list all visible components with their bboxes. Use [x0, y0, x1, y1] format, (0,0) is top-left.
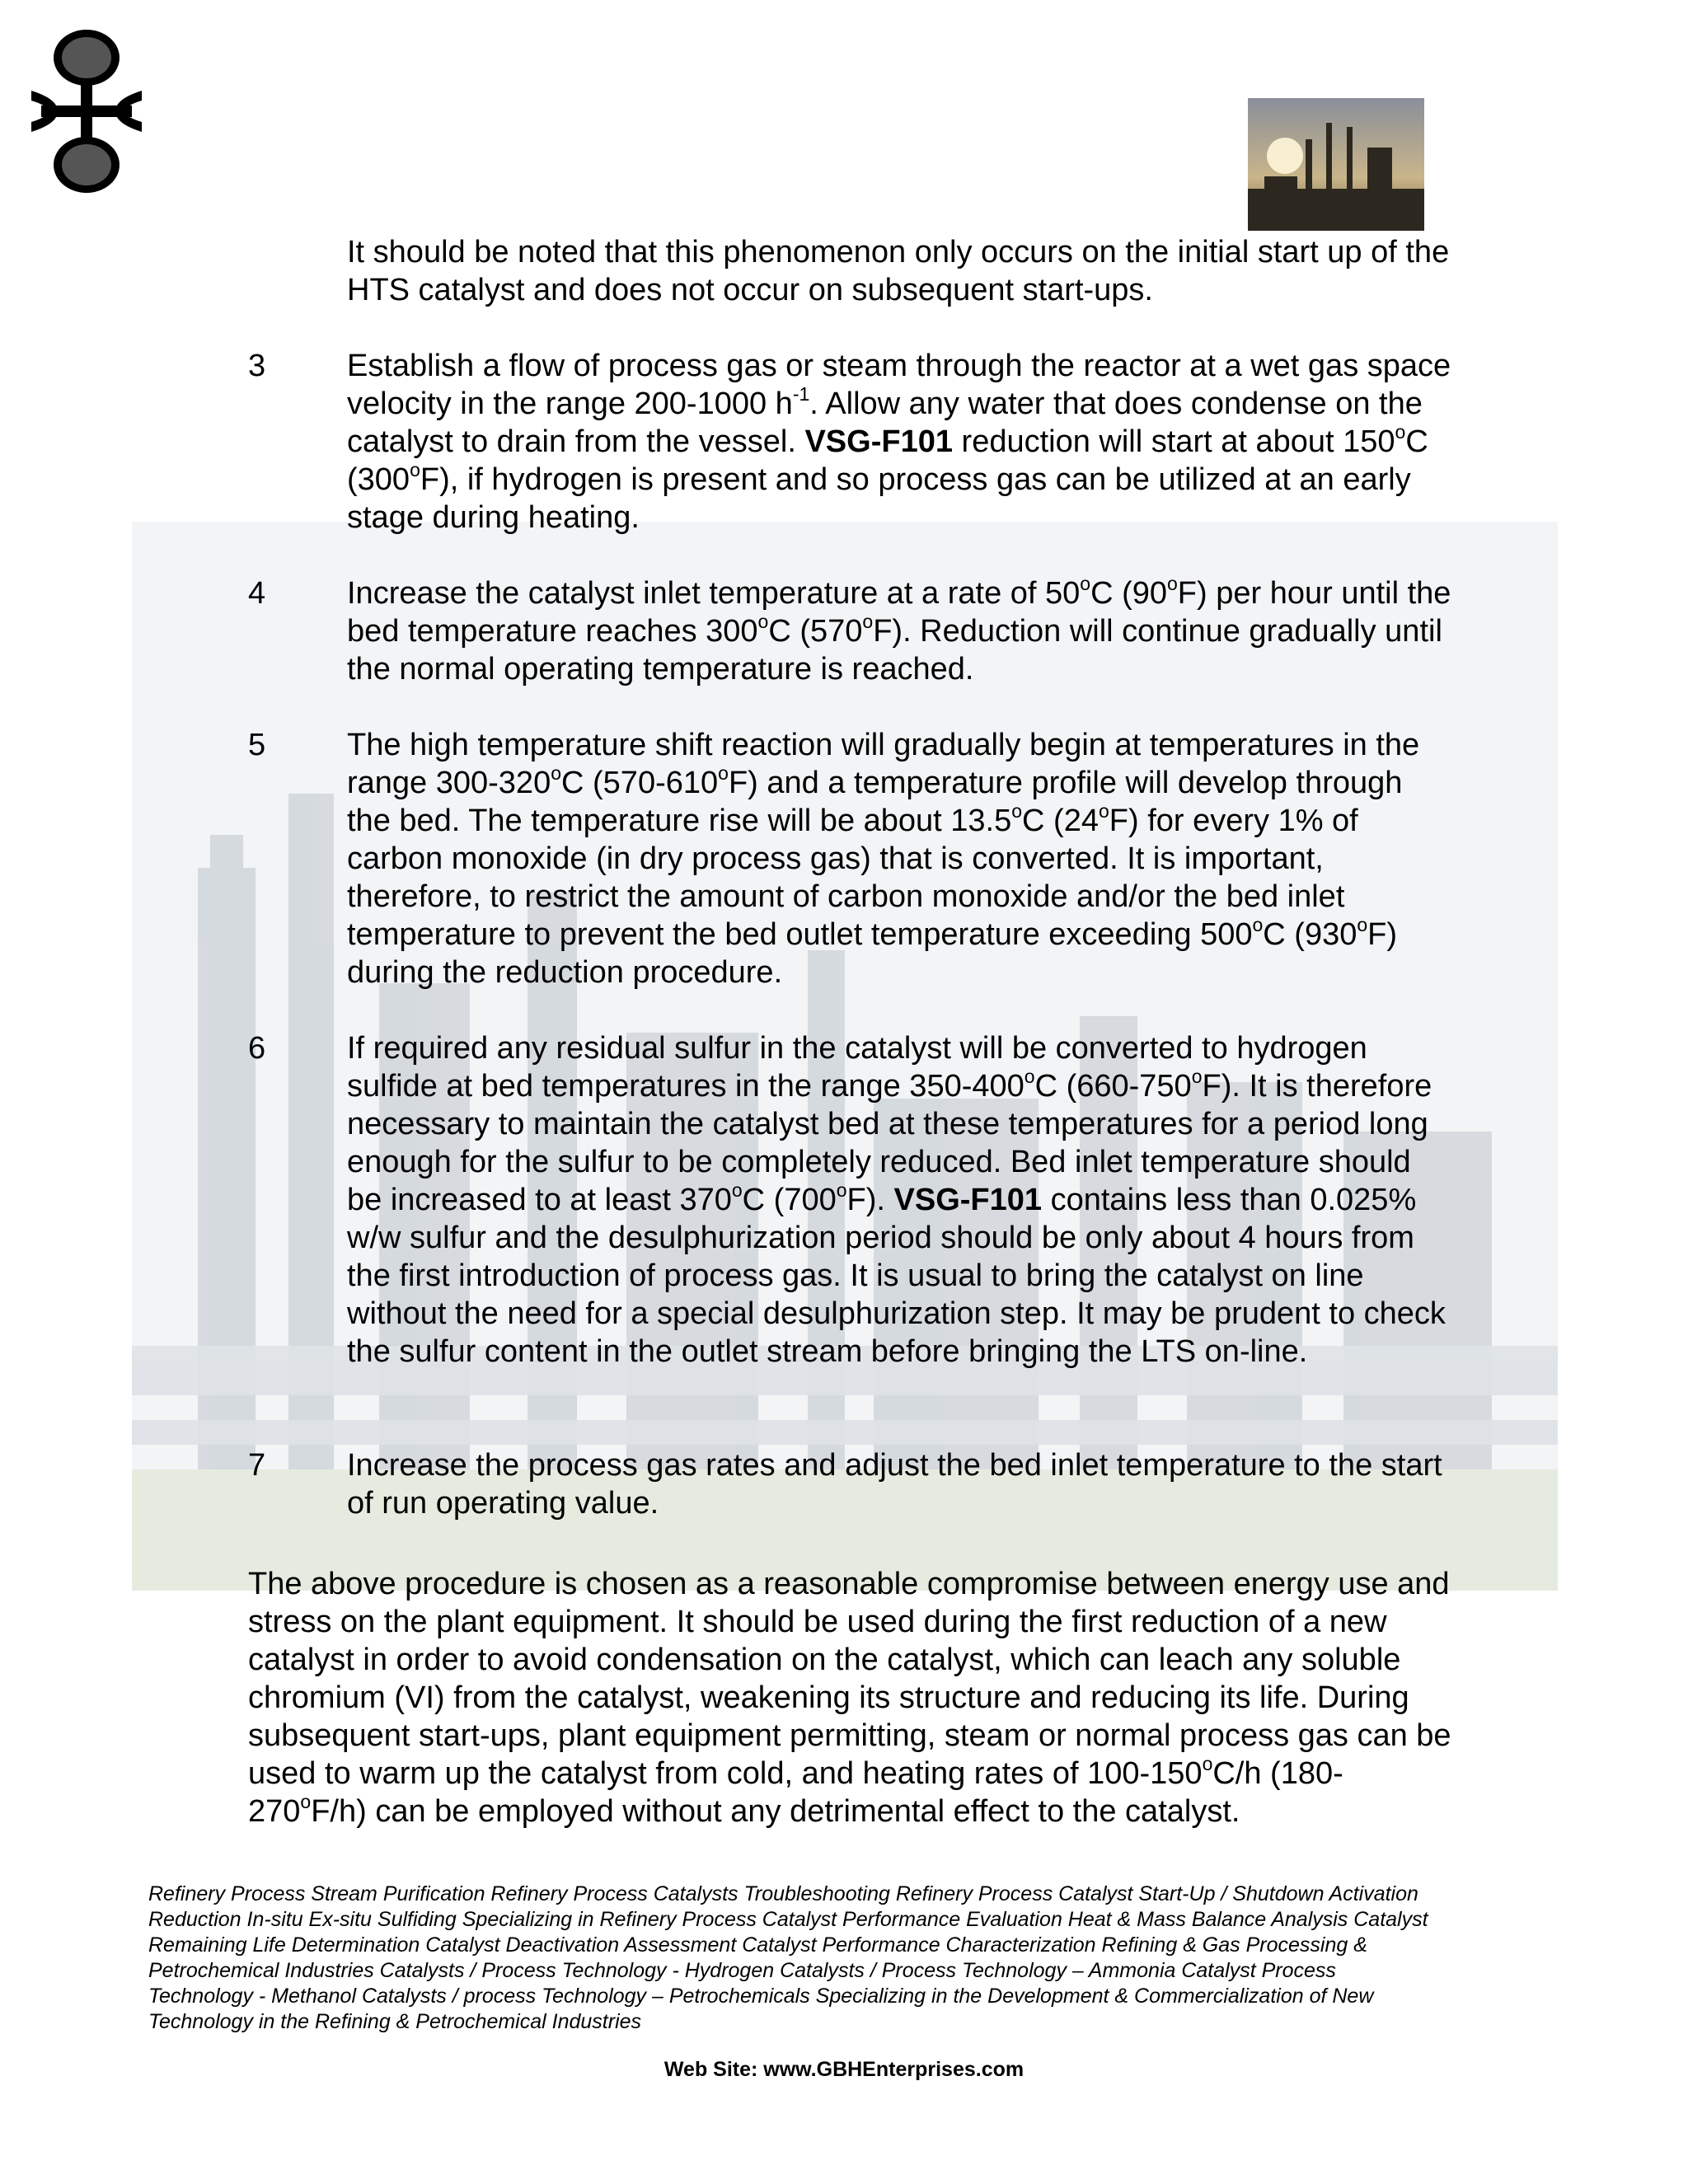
step-text-segment: Establish a flow of process gas or steam through the reactor at a wet gas space velocity in the range 200-1000 h: [347, 349, 1451, 421]
closing-text-segment: F/h) can be employed without any detrimental effect to the catalyst.: [311, 1794, 1240, 1829]
step-text-segment: reduction will start at about 150: [952, 424, 1395, 459]
refinery-sunset-photo: [1248, 98, 1424, 231]
product-name: VSG-F101: [893, 1183, 1043, 1217]
step-text-segment: Increase the catalyst inlet temperature at a rate of 50: [347, 576, 1081, 611]
step-text-segment: F).: [846, 1183, 894, 1217]
step-text-segment: C (700: [742, 1183, 837, 1217]
step-number: 4: [248, 576, 266, 611]
product-name: VSG-F101: [804, 424, 953, 459]
degree-superscript: o: [1024, 1066, 1035, 1088]
step-text-segment: F). It is therefore necessary to maintain the catalyst bed at these temperatures for a period long enough for the sulfur to be completely reduced. Bed inlet temperature should be increased to at least 370: [347, 1069, 1432, 1217]
degree-superscript: o: [410, 459, 420, 481]
degree-superscript: o: [862, 611, 874, 633]
degree-superscript: o: [1191, 1066, 1203, 1088]
step-text-segment: C (570-610: [561, 766, 719, 800]
degree-superscript: o: [1011, 800, 1023, 823]
degree-superscript: o: [1098, 800, 1109, 823]
step-text-segment: . Allow any water that does condense on the catalyst to drain from the vessel.: [347, 387, 1423, 459]
degree-superscript: o: [300, 1791, 312, 1813]
company-logo: [25, 25, 148, 198]
degree-superscript: o: [1357, 914, 1368, 936]
degree-superscript: o: [718, 762, 729, 785]
step-text-segment: C (90: [1090, 576, 1167, 611]
step-number: 7: [248, 1448, 266, 1483]
step-5-text: [347, 726, 1451, 991]
step-text-segment: C (24: [1022, 804, 1099, 838]
step-text-segment: The high temperature shift reaction will gradually begin at temperatures in the range 300-320: [347, 728, 1420, 800]
closing-paragraph: [248, 1565, 1451, 1830]
step-text-segment: C (300: [347, 424, 1428, 497]
closing-text-segment: C/h (180-270: [248, 1756, 1343, 1829]
step-text-segment: Increase the process gas rates and adjust the bed inlet temperature to the start of run operating value.: [347, 1448, 1442, 1521]
step-text-segment: C (660-750: [1034, 1069, 1192, 1104]
step-text-segment: If required any residual sulfur in the catalyst will be converted to hydrogen sulfide at bed temperatures in the range 350-400: [347, 1031, 1367, 1104]
superscript: -1: [792, 383, 810, 405]
footer-services-blurb: Refinery Process Stream Purification Refinery Process Catalysts Troubleshooting Refinery Process Catalyst Start-Up / Shutdown Activation Reduction In-situ Ex-situ Sulfiding Specializing in Refinery Process Catalyst Performance Evaluation Heat & Mass Balance Analysis Catalyst Remaining Life Determination Catalyst Deactivation Assessment Catalyst Performance Characterization Refining & Gas Processing & Petrochemical Industries Catalysts / Process Technology - Hydrogen Catalysts / Process Technology – Ammonia Catalyst Process Technology - Methanol Catalysts / process Technology – Petrochemicals Specializing in the Development & Commercialization of New Technology in the Refining & Petrochemical Industries: [148, 1882, 1428, 2033]
degree-superscript: o: [1080, 573, 1091, 595]
step-text-segment: F). Reduction will continue gradually until the normal operating temperature is reached.: [347, 614, 1442, 687]
degree-superscript: o: [1252, 914, 1264, 936]
step-3-text: [347, 347, 1451, 537]
degree-superscript: o: [1395, 421, 1406, 443]
degree-superscript: o: [551, 762, 562, 785]
step-text-segment: F) and a temperature profile will develop through the bed. The temperature rise will be about 13.5: [347, 766, 1403, 838]
step-number: 3: [248, 349, 266, 383]
step-number: 6: [248, 1031, 266, 1066]
step-number: 5: [248, 728, 266, 762]
step-text-segment: C (570: [768, 614, 863, 649]
degree-superscript: o: [836, 1179, 847, 1202]
degree-superscript: o: [731, 1179, 743, 1202]
website-link[interactable]: Web Site: www.GBHEnterprises.com: [663, 2058, 1025, 2081]
step-4-text: [347, 574, 1451, 688]
step-6-text: [347, 1029, 1451, 1371]
intro-text: It should be noted that this phenomenon only occurs on the initial start up of the HTS catalyst and does not occur on subsequent start-ups.: [347, 235, 1450, 307]
intro-paragraph: [347, 233, 1451, 309]
degree-superscript: o: [757, 611, 769, 633]
step-text-segment: contains less than 0.025% w/w sulfur and the desulphurization period should be only about 4 hours from the first introduction of process gas. It is usual to bring the catalyst on line without the need for a special desulphurization step. It may be prudent to check the sulfur content in the outlet stream before bringing the LTS on-line.: [347, 1183, 1446, 1369]
step-7-text: [347, 1446, 1451, 1522]
step-text-segment: F) during the reduction procedure.: [347, 917, 1398, 990]
closing-text-segment: The above procedure is chosen as a reasonable compromise between energy use and stress on the plant equipment. It should be used during the first reduction of a new catalyst in order to avoid condensation on the catalyst, which can leach any soluble chromium (VI) from the catalyst, weakening its structure and reducing its life. During subsequent start-ups, plant equipment permitting, steam or normal process gas can be used to warm up the catalyst from cold, and heating rates of 100-150: [248, 1567, 1451, 1791]
step-text-segment: C (930: [1263, 917, 1357, 952]
degree-superscript: o: [1167, 573, 1178, 595]
step-text-segment: F) for every 1% of carbon monoxide (in dry process gas) that is converted. It is important, therefore, to restrict the amount of carbon monoxide and/or the bed inlet temperature to prevent the bed outlet temperature exceeding 500: [347, 804, 1358, 952]
step-text-segment: F) per hour until the bed temperature reaches 300: [347, 576, 1451, 649]
degree-superscript: o: [1202, 1753, 1213, 1775]
step-text-segment: F), if hydrogen is present and so process gas can be utilized at an early stage during heating.: [347, 462, 1411, 535]
